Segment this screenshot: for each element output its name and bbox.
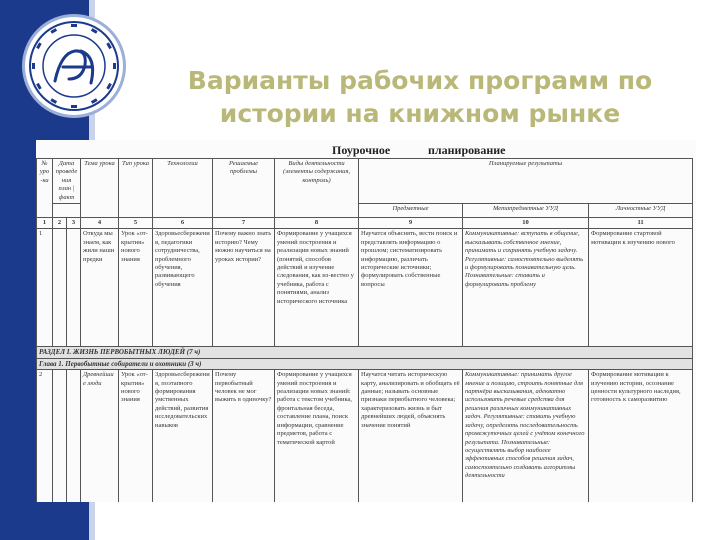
row1-topic: Откуда мы знаем, как жили наши предки	[81, 229, 119, 347]
row1-subject: Научатся объяснять, вести поиск и представлять информацию о прошлом; систематизировать информацию, различать исторические источники; формулировать собственные вопросы	[359, 229, 463, 347]
col-number: 11	[589, 218, 693, 229]
row1-meta: Коммуникативные: вступать в общение, высказывать собственное мнение, принимать и сохранять учебную задачу. Регулятивные: самостоятельно выделять и формулировать познавательную цель. Познавательные: ставить и формулировать проблему	[463, 229, 589, 347]
row2-tech: Здоровьесбережения, поэтапного формирования умственных действий, развития исследовательских навыков	[153, 370, 213, 502]
row2-personal: Формирование мотивации к изучению истории, осознание ценности культурного наследия, готовность к саморазвитию	[589, 370, 693, 502]
row2-date-plan	[53, 370, 67, 502]
row2-num: 2	[37, 370, 53, 502]
col-number: 5	[119, 218, 153, 229]
col-header-num: № уро-ка	[37, 159, 53, 218]
row1-personal: Формирование стартовой мотивации к изучению нового	[589, 229, 693, 347]
slide-title	[150, 64, 690, 130]
col-number: 3	[67, 218, 81, 229]
lesson-plan-table	[36, 158, 693, 502]
col-number: 1	[37, 218, 53, 229]
section-band-row	[37, 347, 693, 358]
seal-emblem-icon	[25, 17, 123, 115]
university-seal-logo	[22, 14, 126, 118]
row2-meta: Коммуникативные: принимать другое мнение и позицию, строить понятные для партнёра высказывания, адекватно использовать речевые средства для решения различных коммуникативных задач. Регулятивные: ставить учебную задачу, определять последовательность промежуточных целей с учётом конечного результата. Познавательные: осуществлять выбор наиболее эффективных способов решения задач, самостоятельно создавать алгоритмы деятельности	[463, 370, 589, 502]
row1-date-plan	[53, 229, 67, 347]
table-row	[37, 370, 693, 502]
col-number: 2	[53, 218, 67, 229]
col-header-activity: Виды деятельности (элементы содержания, контроль)	[275, 159, 359, 218]
section-band: РАЗДЕЛ I. ЖИЗНЬ ПЕРВОБЫТНЫХ ЛЮДЕЙ (7 ч)	[37, 347, 693, 358]
col-number: 10	[463, 218, 589, 229]
table-row	[37, 229, 693, 347]
row1-problems: Почему важно знать историю? Чему можно научиться на уроках истории?	[213, 229, 275, 347]
row2-topic: Древнейшие люди	[81, 370, 119, 502]
row2-subject: Научатся читать историческую карту, анализировать и обобщать её данные; называть основные признаки первобытного человека; характеризовать жизнь и быт древнейших людей, объяснять значение понятий	[359, 370, 463, 502]
row2-type: Урок «от-крытия» нового знания	[119, 370, 153, 502]
col-header-problems: Решаемые проблемы	[213, 159, 275, 218]
table-header-row	[37, 159, 693, 204]
col-number: 4	[81, 218, 119, 229]
chapter-band: Глава 1. Первобытные собиратели и охотники (3 ч)	[37, 358, 693, 369]
doc-heading-left: Поурочное	[332, 143, 391, 157]
col-header-subject: Предметные	[359, 204, 463, 218]
col-number: 8	[275, 218, 359, 229]
col-header-topic: Тема урока	[81, 159, 119, 218]
col-header-type: Тип урока	[119, 159, 153, 218]
col-header-tech: Технологии	[153, 159, 213, 218]
slide-title-line-1: Варианты рабочих программ по	[187, 66, 653, 95]
row1-activity: Формирование у учащихся умений построения и реализации новых знаний (понятий, способов действий и изучение следования, как из-вестно у учебника, работа с понятиями, анализ исторического источника	[275, 229, 359, 347]
col-number: 6	[153, 218, 213, 229]
lesson-plan-document	[36, 140, 696, 502]
col-header-date-sub: план | факт	[58, 185, 75, 201]
col-number: 7	[213, 218, 275, 229]
table-number-row	[37, 218, 693, 229]
row1-num: 1	[37, 229, 53, 347]
col-number: 9	[359, 218, 463, 229]
row2-problems: Почему первобытный человек не мог выжить в одиночку?	[213, 370, 275, 502]
row1-tech: Здоровьесбережения, педагогики сотрудничества, проблемного обучения, развивающего обучения	[153, 229, 213, 347]
col-header-date	[53, 159, 81, 204]
col-header-results: Планируемые результаты	[359, 159, 693, 204]
row1-type: Урок «от-крытия» нового знания	[119, 229, 153, 347]
col-header-date-spacer	[53, 204, 81, 218]
slide-title-line-2: истории на книжном рынке	[219, 99, 621, 128]
col-header-personal: Личностные УУД	[589, 204, 693, 218]
doc-heading-right: планирование	[428, 143, 506, 157]
col-header-meta: Метапредметные УУД	[463, 204, 589, 218]
chapter-band-row	[37, 358, 693, 369]
col-header-date-plan: Дата проведения	[55, 160, 78, 184]
row2-activity: Формирование у учащихся умений построения и реализации новых знаний: работа с текстом учебника, фронтальная беседа, составление плана, поиск информации, сравнение предметов, работа с тематической картой	[275, 370, 359, 502]
row1-date-fact	[67, 229, 81, 347]
row2-date-fact	[67, 370, 81, 502]
